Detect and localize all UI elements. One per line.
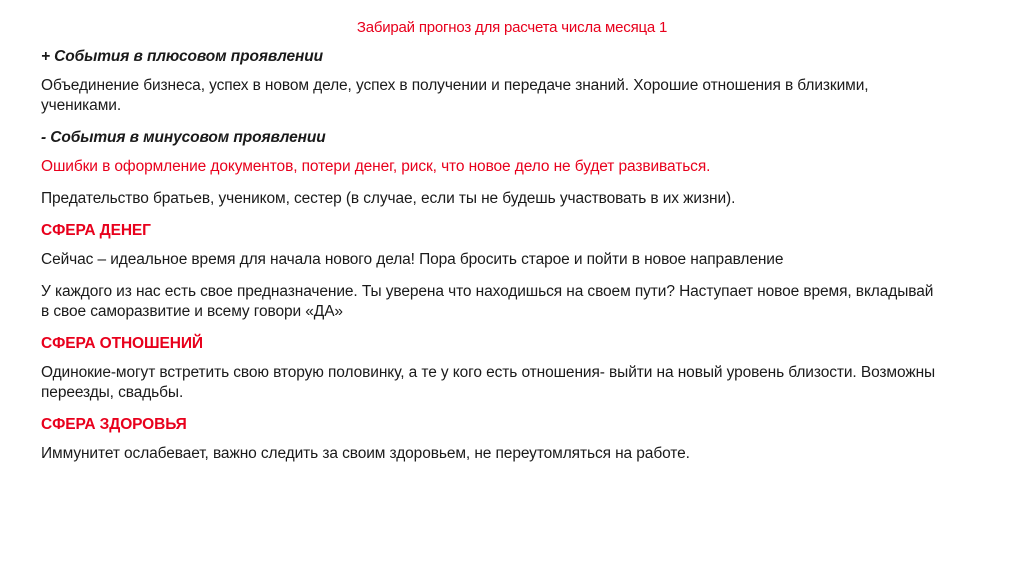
plus-events-heading: + События в плюсовом проявлении [41,48,323,65]
slide-content [41,47,941,476]
money-sphere-text-2: У каждого из нас есть свое предназначение. Ты уверена что находишься на своем пути? Наступает новое время, вкладывай в свое саморазвитие и всему говори «ДА» [41,283,934,320]
money-sphere-text-1: Сейчас – идеальное время для начала нового дела! Пора бросить старое и пойти в новое направление [41,251,784,268]
health-sphere-text: Иммунитет ослабевает, важно следить за своим здоровьем, не переутомляться на работе. [41,445,690,462]
minus-events-text: Предательство братьев, учеником, сестер (в случае, если ты не будешь участвовать в их жизни). [41,190,736,207]
money-sphere-heading: СФЕРА ДЕНЕГ [41,222,151,239]
health-sphere-heading: СФЕРА ЗДОРОВЬЯ [41,416,187,433]
relations-sphere-text: Одинокие-могут встретить свою вторую половинку, а те у кого есть отношения- выйти на новый уровень близости. Возможны переезды, свадьбы. [41,364,936,401]
minus-events-warning: Ошибки в оформление документов, потери денег, риск, что новое дело не будет развиваться. [41,158,711,175]
relations-sphere-heading: СФЕРА ОТНОШЕНИЙ [41,335,203,352]
slide-title: Забирай прогноз для расчета числа месяца 1 [356,19,668,36]
plus-events-text: Объединение бизнеса, успех в новом деле, успех в получении и передаче знаний. Хорошие отношения в близкими, учениками. [41,77,869,114]
minus-events-heading: - События в минусовом проявлении [41,129,326,146]
